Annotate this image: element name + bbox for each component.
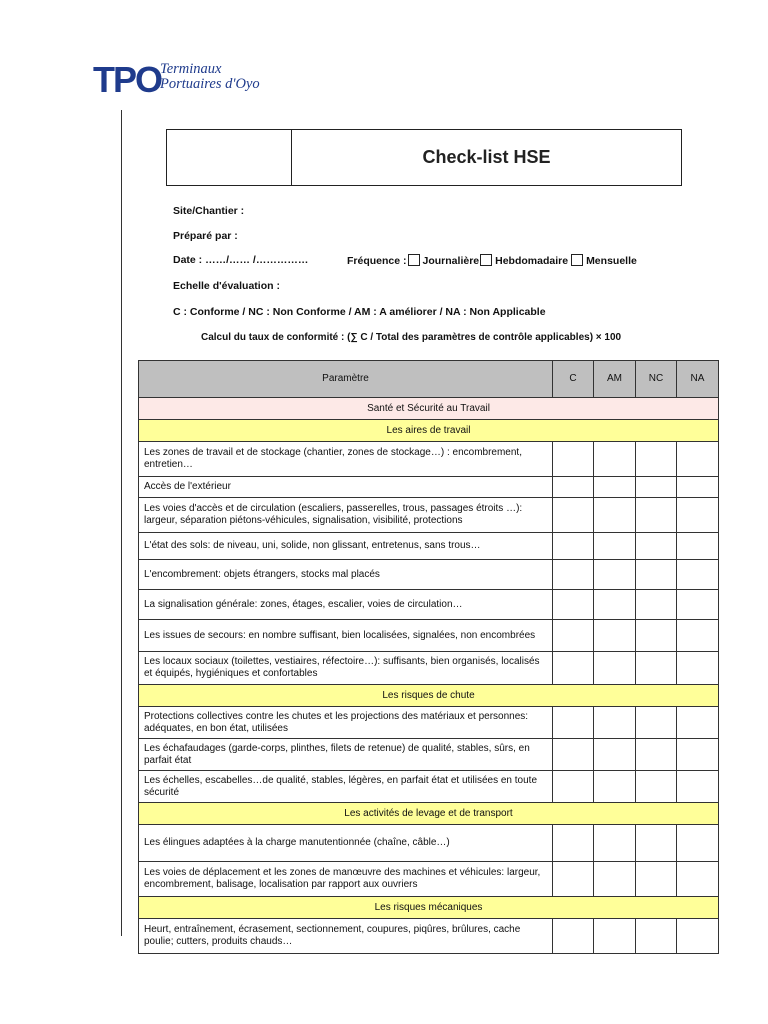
table-row xyxy=(139,498,719,533)
rating-cell-nc[interactable] xyxy=(636,590,677,620)
rating-cell-nc[interactable] xyxy=(636,825,677,862)
table-header-row xyxy=(139,361,719,398)
parameter-cell: Les voies de déplacement et les zones de manœuvre des machines et véhicules: largeur, encombrement, balisage, localisation par rapport aux ouvriers xyxy=(139,862,553,897)
logo-line-1: Terminaux xyxy=(160,61,222,77)
rating-cell-c[interactable] xyxy=(553,498,594,533)
formula-text: Calcul du taux de conformité : (∑ C / Total des paramètres de contrôle applicables) × 100 xyxy=(201,332,622,343)
table-body xyxy=(139,398,719,954)
table-row xyxy=(139,825,719,862)
section-title: Les activités de levage et de transport xyxy=(139,803,719,825)
table-row xyxy=(139,707,719,739)
rating-cell-na[interactable] xyxy=(677,739,719,771)
parameter-cell: Les issues de secours: en nombre suffisant, bien localisées, signalées, non encombrées xyxy=(139,620,553,652)
rating-cell-na[interactable] xyxy=(677,862,719,897)
rating-cell-c[interactable] xyxy=(553,477,594,498)
rating-cell-na[interactable] xyxy=(677,498,719,533)
table-row xyxy=(139,560,719,590)
parameter-cell: Les zones de travail et de stockage (chantier, zones de stockage…) : encombrement, entretien… xyxy=(139,442,553,477)
date-label: Date : ……/…… /…………… xyxy=(173,254,309,266)
weekly-checkbox[interactable] xyxy=(480,254,492,266)
rating-cell-am[interactable] xyxy=(594,533,636,560)
rating-cell-na[interactable] xyxy=(677,652,719,685)
parameter-cell: Accès de l'extérieur xyxy=(139,477,553,498)
rating-cell-am[interactable] xyxy=(594,739,636,771)
rating-cell-na[interactable] xyxy=(677,477,719,498)
parameter-cell: Protections collectives contre les chutes et les projections des matériaux et personnes: adéquates, en bon état, utilisées xyxy=(139,707,553,739)
header-parametre: Paramètre xyxy=(139,361,553,398)
rating-cell-nc[interactable] xyxy=(636,771,677,803)
rating-cell-am[interactable] xyxy=(594,560,636,590)
rating-cell-am[interactable] xyxy=(594,620,636,652)
rating-cell-na[interactable] xyxy=(677,919,719,954)
table-row xyxy=(139,862,719,897)
section-title: Les aires de travail xyxy=(139,420,719,442)
rating-cell-nc[interactable] xyxy=(636,442,677,477)
parameter-cell: L'encombrement: objets étrangers, stocks mal placés xyxy=(139,560,553,590)
rating-cell-na[interactable] xyxy=(677,620,719,652)
rating-cell-nc[interactable] xyxy=(636,707,677,739)
rating-cell-nc[interactable] xyxy=(636,652,677,685)
section-row xyxy=(139,685,719,707)
rating-cell-nc[interactable] xyxy=(636,498,677,533)
parameter-cell: Heurt, entraînement, écrasement, sectionnement, coupures, piqûres, brûlures, cache poulie; cutters, produits chauds… xyxy=(139,919,553,954)
rating-cell-c[interactable] xyxy=(553,862,594,897)
legend-text: C : Conforme / NC : Non Conforme / AM : A améliorer / NA : Non Applicable xyxy=(173,306,546,318)
table-row xyxy=(139,771,719,803)
logo-text xyxy=(160,62,260,92)
section-title: Les risques de chute xyxy=(139,685,719,707)
rating-cell-am[interactable] xyxy=(594,771,636,803)
rating-cell-am[interactable] xyxy=(594,442,636,477)
rating-cell-nc[interactable] xyxy=(636,533,677,560)
header-am: AM xyxy=(594,361,636,398)
rating-cell-c[interactable] xyxy=(553,739,594,771)
frequency-label: Fréquence : xyxy=(347,255,407,267)
rating-cell-am[interactable] xyxy=(594,590,636,620)
weekly-option-label: Hebdomadaire xyxy=(495,255,569,267)
rating-cell-c[interactable] xyxy=(553,620,594,652)
section-row xyxy=(139,897,719,919)
rating-cell-c[interactable] xyxy=(553,590,594,620)
monthly-checkbox[interactable] xyxy=(571,254,583,266)
section-row xyxy=(139,420,719,442)
rating-cell-nc[interactable] xyxy=(636,560,677,590)
rating-cell-nc[interactable] xyxy=(636,739,677,771)
logo-mark: TPO xyxy=(93,59,162,100)
rating-cell-na[interactable] xyxy=(677,707,719,739)
rating-cell-am[interactable] xyxy=(594,707,636,739)
table-row xyxy=(139,533,719,560)
rating-cell-am[interactable] xyxy=(594,825,636,862)
table-row xyxy=(139,919,719,954)
section-title: Santé et Sécurité au Travail xyxy=(139,398,719,420)
rating-cell-am[interactable] xyxy=(594,498,636,533)
rating-cell-am[interactable] xyxy=(594,919,636,954)
rating-cell-c[interactable] xyxy=(553,825,594,862)
parameter-cell: La signalisation générale: zones, étages, escalier, voies de circulation… xyxy=(139,590,553,620)
rating-cell-na[interactable] xyxy=(677,771,719,803)
frequency-row xyxy=(347,254,637,267)
margin-line xyxy=(121,110,122,936)
section-row xyxy=(139,398,719,420)
rating-cell-na[interactable] xyxy=(677,590,719,620)
rating-cell-am[interactable] xyxy=(594,862,636,897)
daily-option-label: Journalière xyxy=(422,255,480,267)
header-na: NA xyxy=(677,361,719,398)
rating-cell-c[interactable] xyxy=(553,919,594,954)
rating-cell-c[interactable] xyxy=(553,442,594,477)
scale-label: Echelle d'évaluation : xyxy=(173,280,280,292)
table-row xyxy=(139,620,719,652)
rating-cell-nc[interactable] xyxy=(636,862,677,897)
logo-line-2: Portuaires d'Oyo xyxy=(160,76,260,92)
rating-cell-c[interactable] xyxy=(553,652,594,685)
parameter-cell: Les échafaudages (garde-corps, plinthes, filets de retenue) de qualité, stables, sûrs, en parfait état xyxy=(139,739,553,771)
rating-cell-na[interactable] xyxy=(677,442,719,477)
rating-cell-am[interactable] xyxy=(594,477,636,498)
parameter-cell: Les échelles, escabelles…de qualité, stables, légères, en parfait état et utilisées en toute sécurité xyxy=(139,771,553,803)
parameter-cell: L'état des sols: de niveau, uni, solide, non glissant, entretenus, sans trous… xyxy=(139,533,553,560)
section-title: Les risques mécaniques xyxy=(139,897,719,919)
rating-cell-nc[interactable] xyxy=(636,620,677,652)
rating-cell-am[interactable] xyxy=(594,652,636,685)
section-row xyxy=(139,803,719,825)
rating-cell-nc[interactable] xyxy=(636,477,677,498)
rating-cell-na[interactable] xyxy=(677,560,719,590)
rating-cell-na[interactable] xyxy=(677,533,719,560)
rating-cell-na[interactable] xyxy=(677,825,719,862)
rating-cell-nc[interactable] xyxy=(636,919,677,954)
site-label: Site/Chantier : xyxy=(173,205,245,217)
rating-cell-c[interactable] xyxy=(553,533,594,560)
table-row xyxy=(139,442,719,477)
title-box xyxy=(166,129,682,186)
table-row xyxy=(139,590,719,620)
parameter-cell: Les voies d'accès et de circulation (escaliers, passerelles, trous, passages étroits …): largeur, séparation piétons-véhicules, signalisation, visibilité, protections xyxy=(139,498,553,533)
checklist-table xyxy=(138,360,719,954)
monthly-option-label: Mensuelle xyxy=(586,255,637,267)
rating-cell-c[interactable] xyxy=(553,560,594,590)
header-c: C xyxy=(553,361,594,398)
rating-cell-c[interactable] xyxy=(553,771,594,803)
prepared-label: Préparé par : xyxy=(173,230,238,242)
table-row xyxy=(139,652,719,685)
parameter-cell: Les élingues adaptées à la charge manutentionnée (chaîne, câble…) xyxy=(139,825,553,862)
rating-cell-c[interactable] xyxy=(553,707,594,739)
table-row xyxy=(139,739,719,771)
parameter-cell: Les locaux sociaux (toilettes, vestiaires, réfectoire…): suffisants, bien organisés, localisés et équipés, hygiéniques et confortables xyxy=(139,652,553,685)
daily-checkbox[interactable] xyxy=(408,254,420,266)
page-title: Check-list HSE xyxy=(422,147,551,167)
table-row xyxy=(139,477,719,498)
header-nc: NC xyxy=(636,361,677,398)
